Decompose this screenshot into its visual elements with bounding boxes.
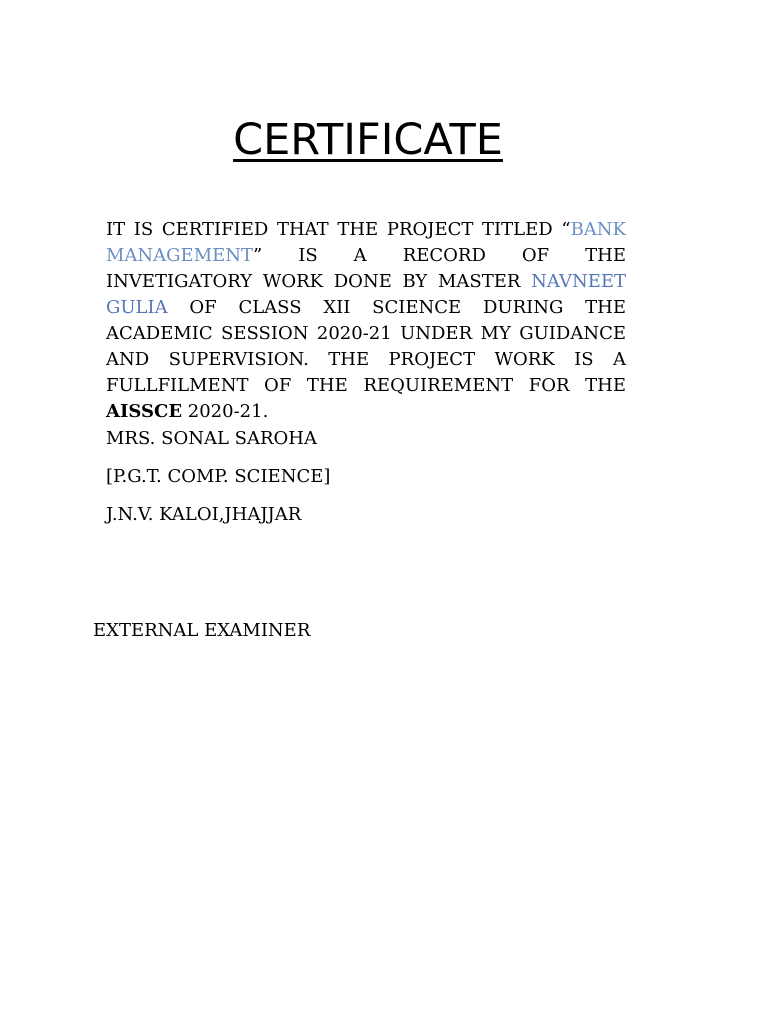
signatory-name: MRS. SONAL SAROHA: [106, 428, 317, 449]
exam-name: AISSCE: [106, 401, 183, 422]
project-title: BANK MANAGEMENT: [106, 219, 626, 266]
certificate-statement: [106, 217, 626, 425]
signatory-school: J.N.V. KALOI,JHAJJAR: [106, 504, 302, 525]
statement-part-2: ” IS A RECORD OF THE INVETIGATORY WORK DONE BY MASTER: [106, 245, 626, 292]
page-title: CERTIFICATE: [233, 115, 503, 165]
external-examiner-label: EXTERNAL EXAMINER: [93, 620, 311, 641]
student-name: NAVNEET GULIA: [106, 271, 626, 318]
statement-part-4: 2020-21.: [182, 401, 269, 422]
statement-part-3: OF CLASS XII SCIENCE DURING THE ACADEMIC SESSION 2020-21 UNDER MY GUIDANCE AND SUPERVISION. THE PROJECT WORK IS A FULLFILMENT OF THE REQUIREMENT FOR THE: [106, 297, 626, 396]
statement-part-1: IT IS CERTIFIED THAT THE PROJECT TITLED “: [106, 219, 571, 240]
signatory-designation: [P.G.T. COMP. SCIENCE]: [106, 466, 331, 487]
